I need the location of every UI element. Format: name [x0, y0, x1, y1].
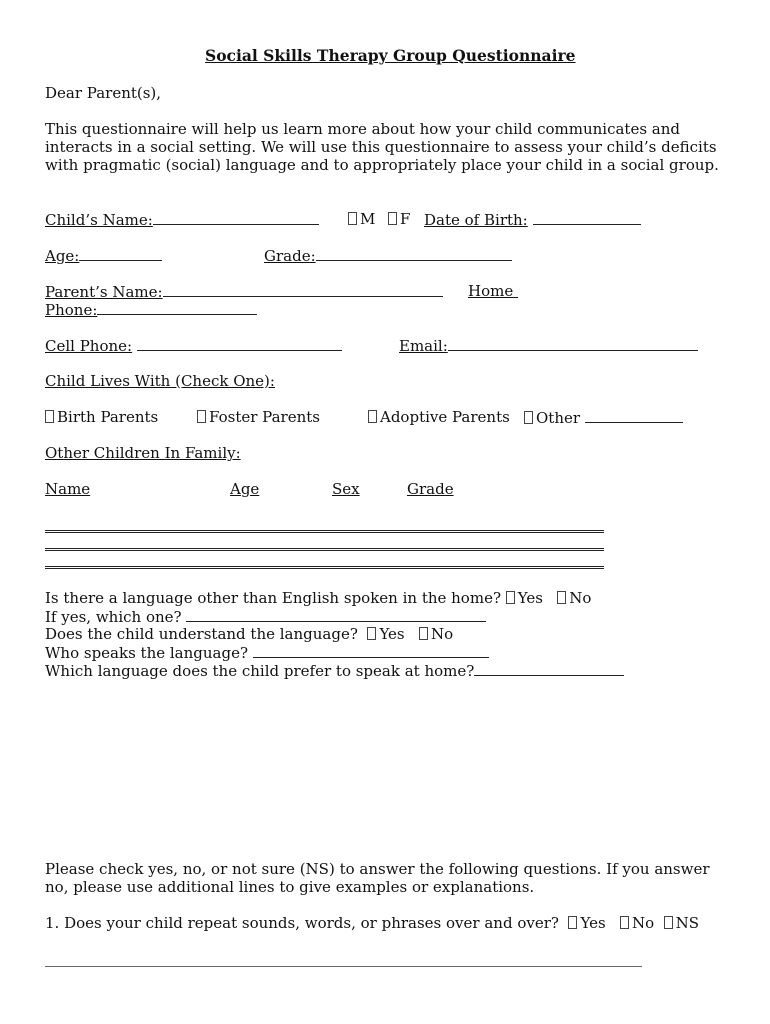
- male-checkbox[interactable]: [348, 212, 357, 225]
- understand-no-checkbox[interactable]: [419, 627, 428, 640]
- male-label: M: [360, 210, 376, 228]
- who-speaks-field[interactable]: [253, 643, 489, 658]
- dob-row: [424, 210, 641, 229]
- grade-row: [264, 246, 512, 265]
- birth-parents-option[interactable]: Birth Parents: [45, 408, 158, 426]
- child-name-field[interactable]: [153, 210, 319, 225]
- cell-phone-label: Cell Phone:: [45, 337, 133, 355]
- language-question-3: Does the child understand the language? Yes No: [45, 625, 454, 643]
- age-row: [45, 246, 162, 265]
- col-header-name: Name: [45, 480, 91, 498]
- child-name-row: [45, 210, 319, 229]
- email-label: Email:: [399, 337, 448, 355]
- greeting: Dear Parent(s),: [45, 84, 162, 102]
- female-checkbox[interactable]: [388, 212, 397, 225]
- language-question-4: Who speaks the language?: [45, 643, 489, 662]
- foster-parents-option[interactable]: Foster Parents: [197, 408, 320, 426]
- q1-explanation-line[interactable]: [45, 966, 642, 967]
- child-name-label: Child’s Name:: [45, 211, 153, 229]
- language-no-checkbox[interactable]: [557, 591, 566, 604]
- home-phone-field[interactable]: [97, 300, 257, 315]
- parent-name-field[interactable]: [163, 282, 443, 297]
- intro-paragraph: This questionnaire will help us learn more about how your child communicates and interacts in a social setting. We will use this questionnaire to assess your child’s deficits with pragmatic (social) language and to appropriately place your child in a social group.: [45, 120, 719, 174]
- page-title: Social Skills Therapy Group Questionnaire: [205, 46, 576, 65]
- preferred-language-field[interactable]: [474, 661, 624, 676]
- question-1: 1. Does your child repeat sounds, words, or phrases over and over? Yes No NS: [45, 914, 700, 932]
- sibling-entry-line[interactable]: [45, 566, 604, 569]
- email-row: [399, 336, 698, 355]
- dob-label: Date of Birth:: [424, 211, 528, 229]
- sex-male-option[interactable]: [348, 210, 375, 228]
- understand-yes-checkbox[interactable]: [367, 627, 376, 640]
- q1-yes-checkbox[interactable]: [568, 916, 577, 929]
- grade-field[interactable]: [316, 246, 512, 261]
- dob-field[interactable]: [533, 210, 641, 225]
- sibling-entry-line[interactable]: [45, 530, 604, 533]
- home-label: Home: [468, 282, 514, 300]
- language-question-1: Is there a language other than English spoken in the home? Yes No: [45, 589, 592, 607]
- q1-ns-checkbox[interactable]: [664, 916, 673, 929]
- col-header-age: Age: [230, 480, 260, 498]
- email-field[interactable]: [448, 336, 698, 351]
- parent-name-label: Parent’s Name:: [45, 283, 163, 301]
- which-language-field[interactable]: [186, 607, 486, 622]
- language-question-2: If yes, which one?: [45, 607, 486, 626]
- birth-parents-checkbox[interactable]: [45, 410, 54, 423]
- cell-phone-row: [45, 336, 342, 355]
- q1-no-checkbox[interactable]: [620, 916, 629, 929]
- other-children-label: Other Children In Family:: [45, 444, 241, 462]
- instructions-paragraph: Please check yes, no, or not sure (NS) to answer the following questions. If you answer no, please use additional lines to give examples or explanations.: [45, 860, 710, 896]
- foster-parents-checkbox[interactable]: [197, 410, 206, 423]
- other-option[interactable]: Other: [524, 408, 683, 427]
- female-label: F: [400, 210, 411, 228]
- lives-with-label: Child Lives With (Check One):: [45, 372, 275, 390]
- age-field[interactable]: [79, 246, 162, 261]
- col-header-grade: Grade: [407, 480, 454, 498]
- cell-phone-field[interactable]: [137, 336, 342, 351]
- phone-label: Phone:: [45, 301, 98, 319]
- col-header-sex: Sex: [332, 480, 360, 498]
- adoptive-parents-checkbox[interactable]: [368, 410, 377, 423]
- other-field[interactable]: [585, 408, 683, 423]
- other-checkbox[interactable]: [524, 411, 533, 424]
- sex-female-option[interactable]: [388, 210, 410, 228]
- parent-name-row: [45, 282, 443, 301]
- language-yes-checkbox[interactable]: [506, 591, 515, 604]
- age-label: Age:: [45, 247, 80, 265]
- sibling-entry-line[interactable]: [45, 548, 604, 551]
- phone-row: [45, 300, 257, 319]
- grade-label: Grade:: [264, 247, 316, 265]
- language-question-5: Which language does the child prefer to speak at home?: [45, 661, 624, 680]
- adoptive-parents-option[interactable]: Adoptive Parents: [368, 408, 510, 426]
